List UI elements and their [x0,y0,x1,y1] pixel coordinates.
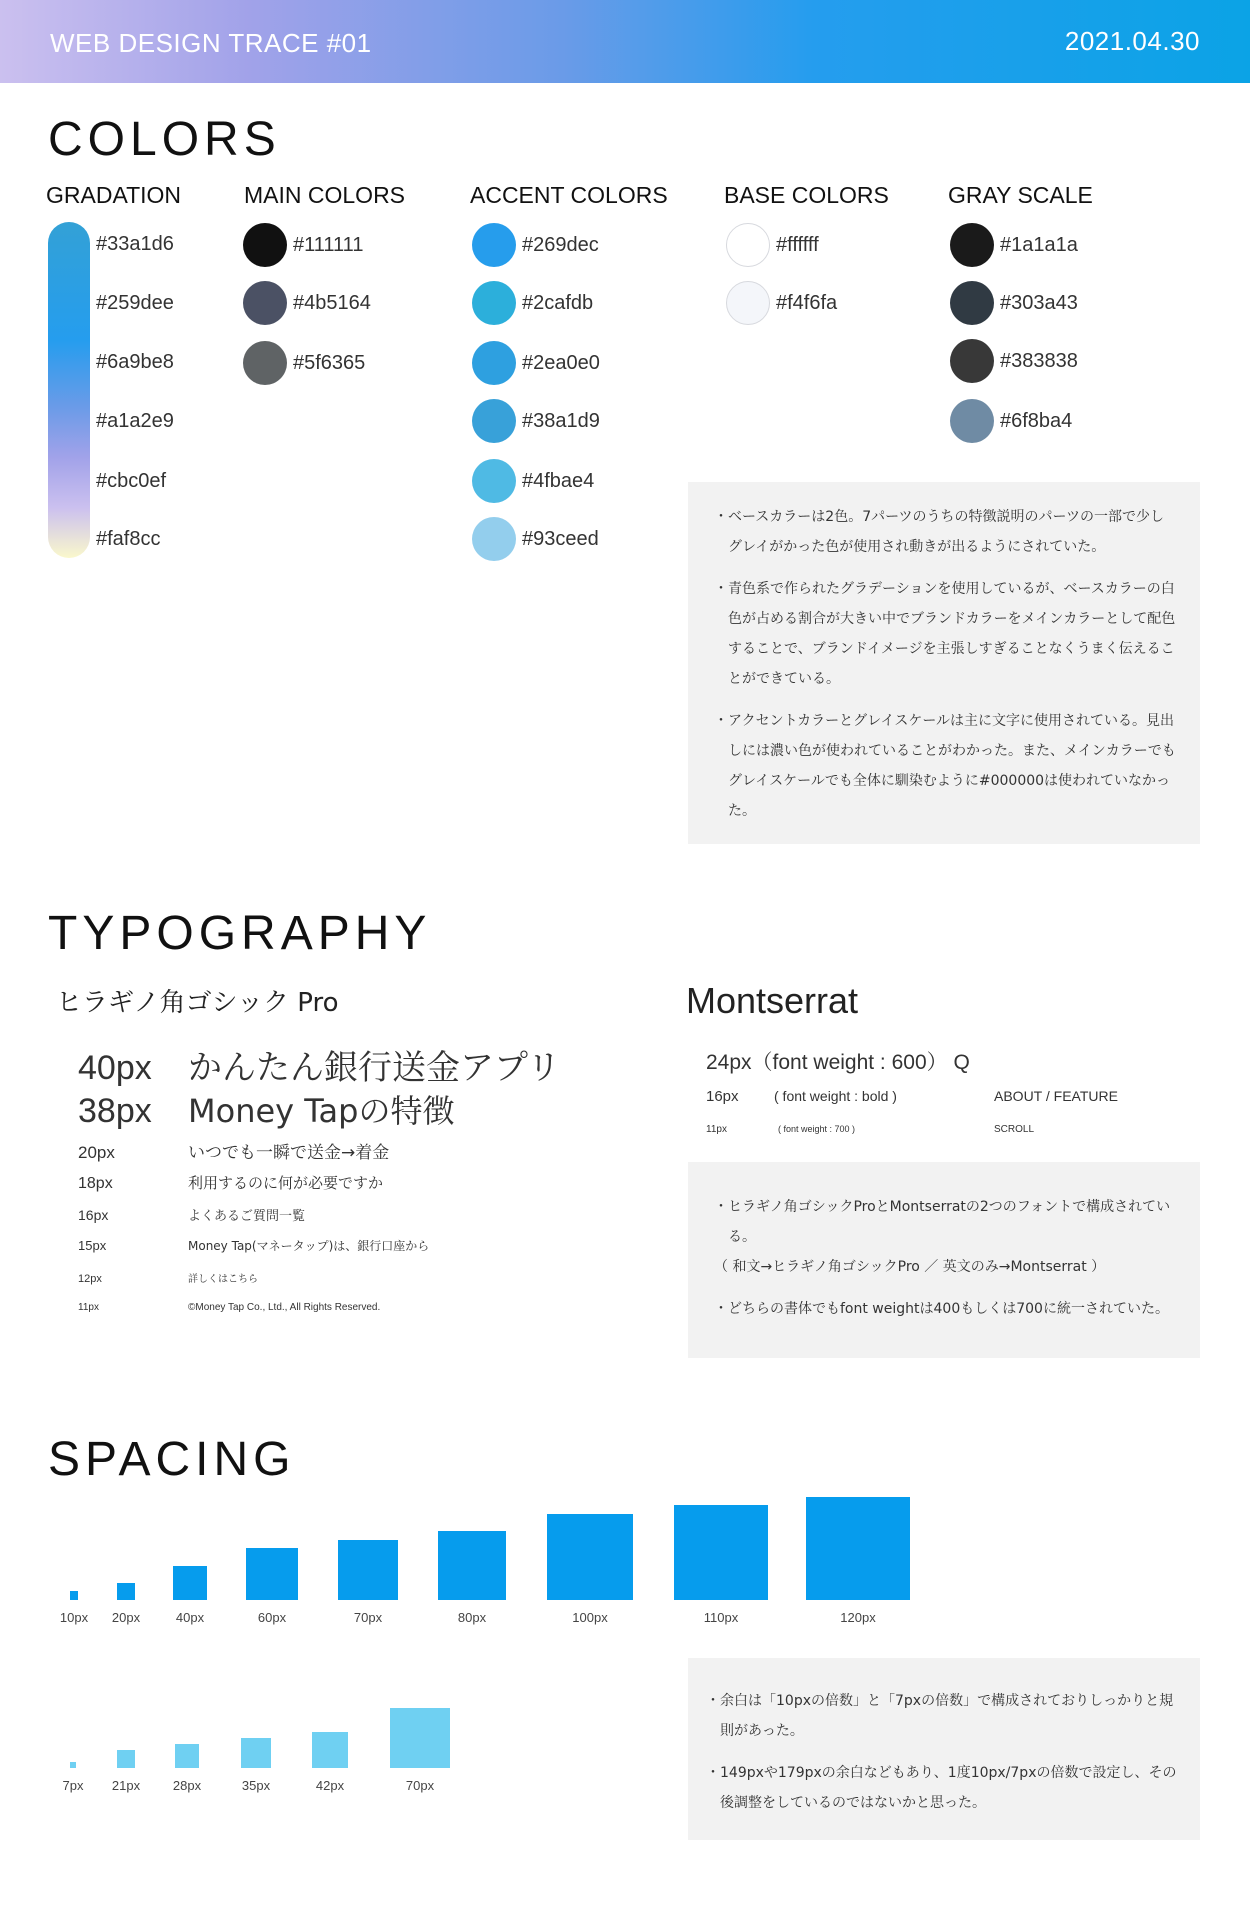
base-color-swatch [726,280,837,326]
spacing-10-label: 120px [840,1610,876,1625]
type-sample-text: よくあるご質問一覧 [188,1209,306,1224]
type-size-label: 20px [78,1143,115,1162]
color-dot [243,341,287,385]
color-hex: #4fbae4 [522,469,595,492]
type-sample-row [78,1302,380,1313]
type-sample-text: 詳しくはこちら [188,1274,258,1285]
color-dot [472,223,516,267]
accent-color-swatch [472,516,599,562]
color-dot [472,459,516,503]
gray-color-swatch [950,280,1078,326]
type-sample-row [78,1172,383,1193]
color-dot [726,281,770,325]
type-sample-row [78,1270,258,1285]
type-size-label: 16px [78,1207,109,1223]
type-size-label: 38px [78,1092,152,1130]
color-hex: #383838 [1000,349,1078,372]
color-dot [472,517,516,561]
gradation-stop: #faf8cc [96,528,161,550]
spacing-10-square [173,1566,207,1600]
type-size-label: 12px [78,1273,102,1285]
mont-16-size: 16px [706,1088,739,1105]
main-color-swatch [243,280,371,326]
spacing-7-label: 35px [241,1778,271,1793]
accent-colors-heading: ACCENT COLORS [470,182,668,208]
color-hex: #111111 [293,233,364,256]
spacing-10-label: 20px [111,1610,141,1625]
spacing-10-square [246,1548,298,1600]
mont-24-spec: 24px（font weight : 600） [706,1051,948,1074]
spacing-10-square [438,1531,507,1600]
spacing-10-label: 100px [572,1610,608,1625]
color-hex: #1a1a1a [1000,233,1078,256]
spacing-7-label: 42px [315,1778,345,1793]
spacing-10-square [117,1583,134,1600]
page-title: WEB DESIGN TRACE #01 [50,28,372,58]
color-hex: #38a1d9 [522,409,600,432]
spacing-note-box [688,1658,1200,1840]
header-banner [0,0,1250,83]
type-sample-row [78,1138,389,1163]
color-dot [950,399,994,443]
type-sample-text: 利用するのに何が必要ですか [188,1174,384,1192]
typography-section-title: TYPOGRAPHY [48,907,432,960]
gradation-heading: GRADATION [46,182,182,208]
color-dot [950,339,994,383]
type-size-label: 11px [78,1302,99,1313]
gray-scale-heading: GRAY SCALE [948,182,1093,208]
spacing-7-label: 21px [111,1778,141,1793]
accent-color-swatch [472,280,593,326]
spacing-7-square [117,1750,135,1768]
type-sample-text: ©Money Tap Co., Ltd., All Rights Reserved. [188,1302,381,1313]
color-dot [950,281,994,325]
mont-16-sample: ABOUT / FEATURE [994,1088,1118,1104]
type-sample-text: いつでも一瞬で送金→着金 [188,1143,390,1163]
spacing-note: ・149pxや179pxの余白などもあり、1度10px/7pxの倍数で設定し、その後調整をしているのではないかと思った。 [706,1765,1177,1811]
typography-note: ・ヒラギノ角ゴシックProとMontserratの2つのフォントで構成されている。 [714,1199,1171,1245]
spacing-10-square [70,1591,79,1600]
spacing-7-label: 70px [405,1778,435,1793]
color-dot [243,223,287,267]
jp-font-name: ヒラギノ角ゴシック Pro [56,988,339,1018]
color-hex: #4b5164 [293,291,371,314]
en-font-name: Montserrat [686,980,859,1021]
color-dot [472,341,516,385]
color-hex: #6f8ba4 [1000,409,1073,432]
type-sample-row [78,1086,454,1132]
spacing-10-label: 110px [703,1610,739,1625]
spacing-10-label: 70px [353,1610,383,1625]
main-color-swatch [243,340,365,386]
spacing-10-label: 80px [457,1610,487,1625]
spacing-10-label: 60px [257,1610,287,1625]
color-dot [472,281,516,325]
spacing-note: ・余白は「10pxの倍数」と「7pxの倍数」で構成されておりしっかりと規則があった。 [706,1693,1174,1739]
accent-color-swatch [472,398,600,444]
spacing-10-label: 40px [175,1610,205,1625]
color-hex: #5f6365 [293,351,366,374]
type-sample-text: Money Tap(マネータップ)は、銀行口座から [188,1239,430,1253]
gradation-stop: #a1a2e9 [96,410,174,432]
spacing-10-label: 10px [59,1610,89,1625]
page-date: 2021.04.30 [1064,26,1200,56]
type-sample-row [78,1205,305,1224]
type-size-label: 40px [78,1049,152,1087]
spacing-10-square [806,1497,909,1600]
accent-color-swatch [472,222,599,268]
mont-24-sample: Q [953,1051,970,1074]
mont-11-size: 11px [706,1124,727,1135]
spacing-7-label: 28px [172,1778,202,1793]
gray-color-swatch [950,398,1072,444]
type-sample-row [78,1040,561,1089]
colors-note-box [688,482,1200,844]
color-dot [243,281,287,325]
type-size-label: 15px [78,1238,107,1253]
spacing-section-title: SPACING [48,1433,296,1486]
type-sample-text: かんたん銀行送金アプリ [188,1048,561,1088]
spacing-7-label: 7px [62,1778,84,1793]
spacing-7-square [175,1744,199,1768]
gradation-stop: #259dee [96,292,174,314]
color-dot [726,223,770,267]
typography-note: ・どちらの書体でもfont weightは400もしくは700に統一されていた。 [714,1301,1169,1317]
spacing-7-square [312,1732,348,1768]
gray-color-swatch [950,338,1078,384]
mont-11-weight: ( font weight : 700 ) [778,1124,856,1134]
type-sample-row [78,1237,429,1254]
gradation-stop: #cbc0ef [96,470,167,492]
main-color-swatch [243,222,363,268]
colors-note: ・青色系で作られたグラデーションを使用しているが、ベースカラーの白色が占める割合が大きい中でブランドカラーをメインカラーとして配色することで、ブランドイメージを主張しすぎることなくうまく伝えることができている。 [714,581,1176,687]
gradation-bar [48,222,90,558]
color-hex: #2ea0e0 [522,351,600,374]
colors-section-title: COLORS [48,113,281,166]
color-hex: #303a43 [1000,291,1078,314]
typography-note: （ 和文→ヒラギノ角ゴシックPro ／ 英文のみ→Montserrat ） [714,1259,1106,1275]
type-size-label: 18px [78,1175,113,1192]
spacing-7-square [241,1738,271,1768]
gray-color-swatch [950,222,1078,268]
gradation-stop: #6a9be8 [96,351,174,373]
color-hex: #f4f6fa [776,291,838,314]
mont-24-row [706,1046,970,1076]
spacing-10-square [547,1514,633,1600]
color-hex: #269dec [522,233,599,256]
color-hex: #ffffff [776,233,819,256]
colors-note: ・ベースカラーは2色。7パーツのうちの特徴説明のパーツの一部で少しグレイがかった色が使用され動きが出るようにされていた。 [714,509,1164,555]
color-hex: #93ceed [522,527,599,550]
color-dot [950,223,994,267]
base-colors-heading: BASE COLORS [724,182,889,208]
type-sample-text: Money Tapの特徴 [188,1092,455,1130]
spacing-10-square [338,1540,398,1600]
mont-11-sample: SCROLL [994,1124,1035,1135]
mont-16-weight: ( font weight : bold ) [774,1088,897,1104]
spacing-7-square [70,1762,76,1768]
colors-note: ・アクセントカラーとグレイスケールは主に文字に使用されている。見出しには濃い色が使われていることがわかった。また、メインカラーでもグレイスケールでも全体に馴染むように#000000は使われていなかった。 [714,713,1176,819]
color-dot [472,399,516,443]
spacing-7-square [390,1708,450,1768]
base-color-swatch [726,222,819,268]
spacing-10-square [674,1505,769,1600]
color-hex: #2cafdb [522,291,594,314]
main-colors-heading: MAIN COLORS [244,182,406,208]
accent-color-swatch [472,458,594,504]
gradation-stop: #33a1d6 [96,233,174,255]
accent-color-swatch [472,340,600,386]
typography-note-box [688,1162,1200,1358]
